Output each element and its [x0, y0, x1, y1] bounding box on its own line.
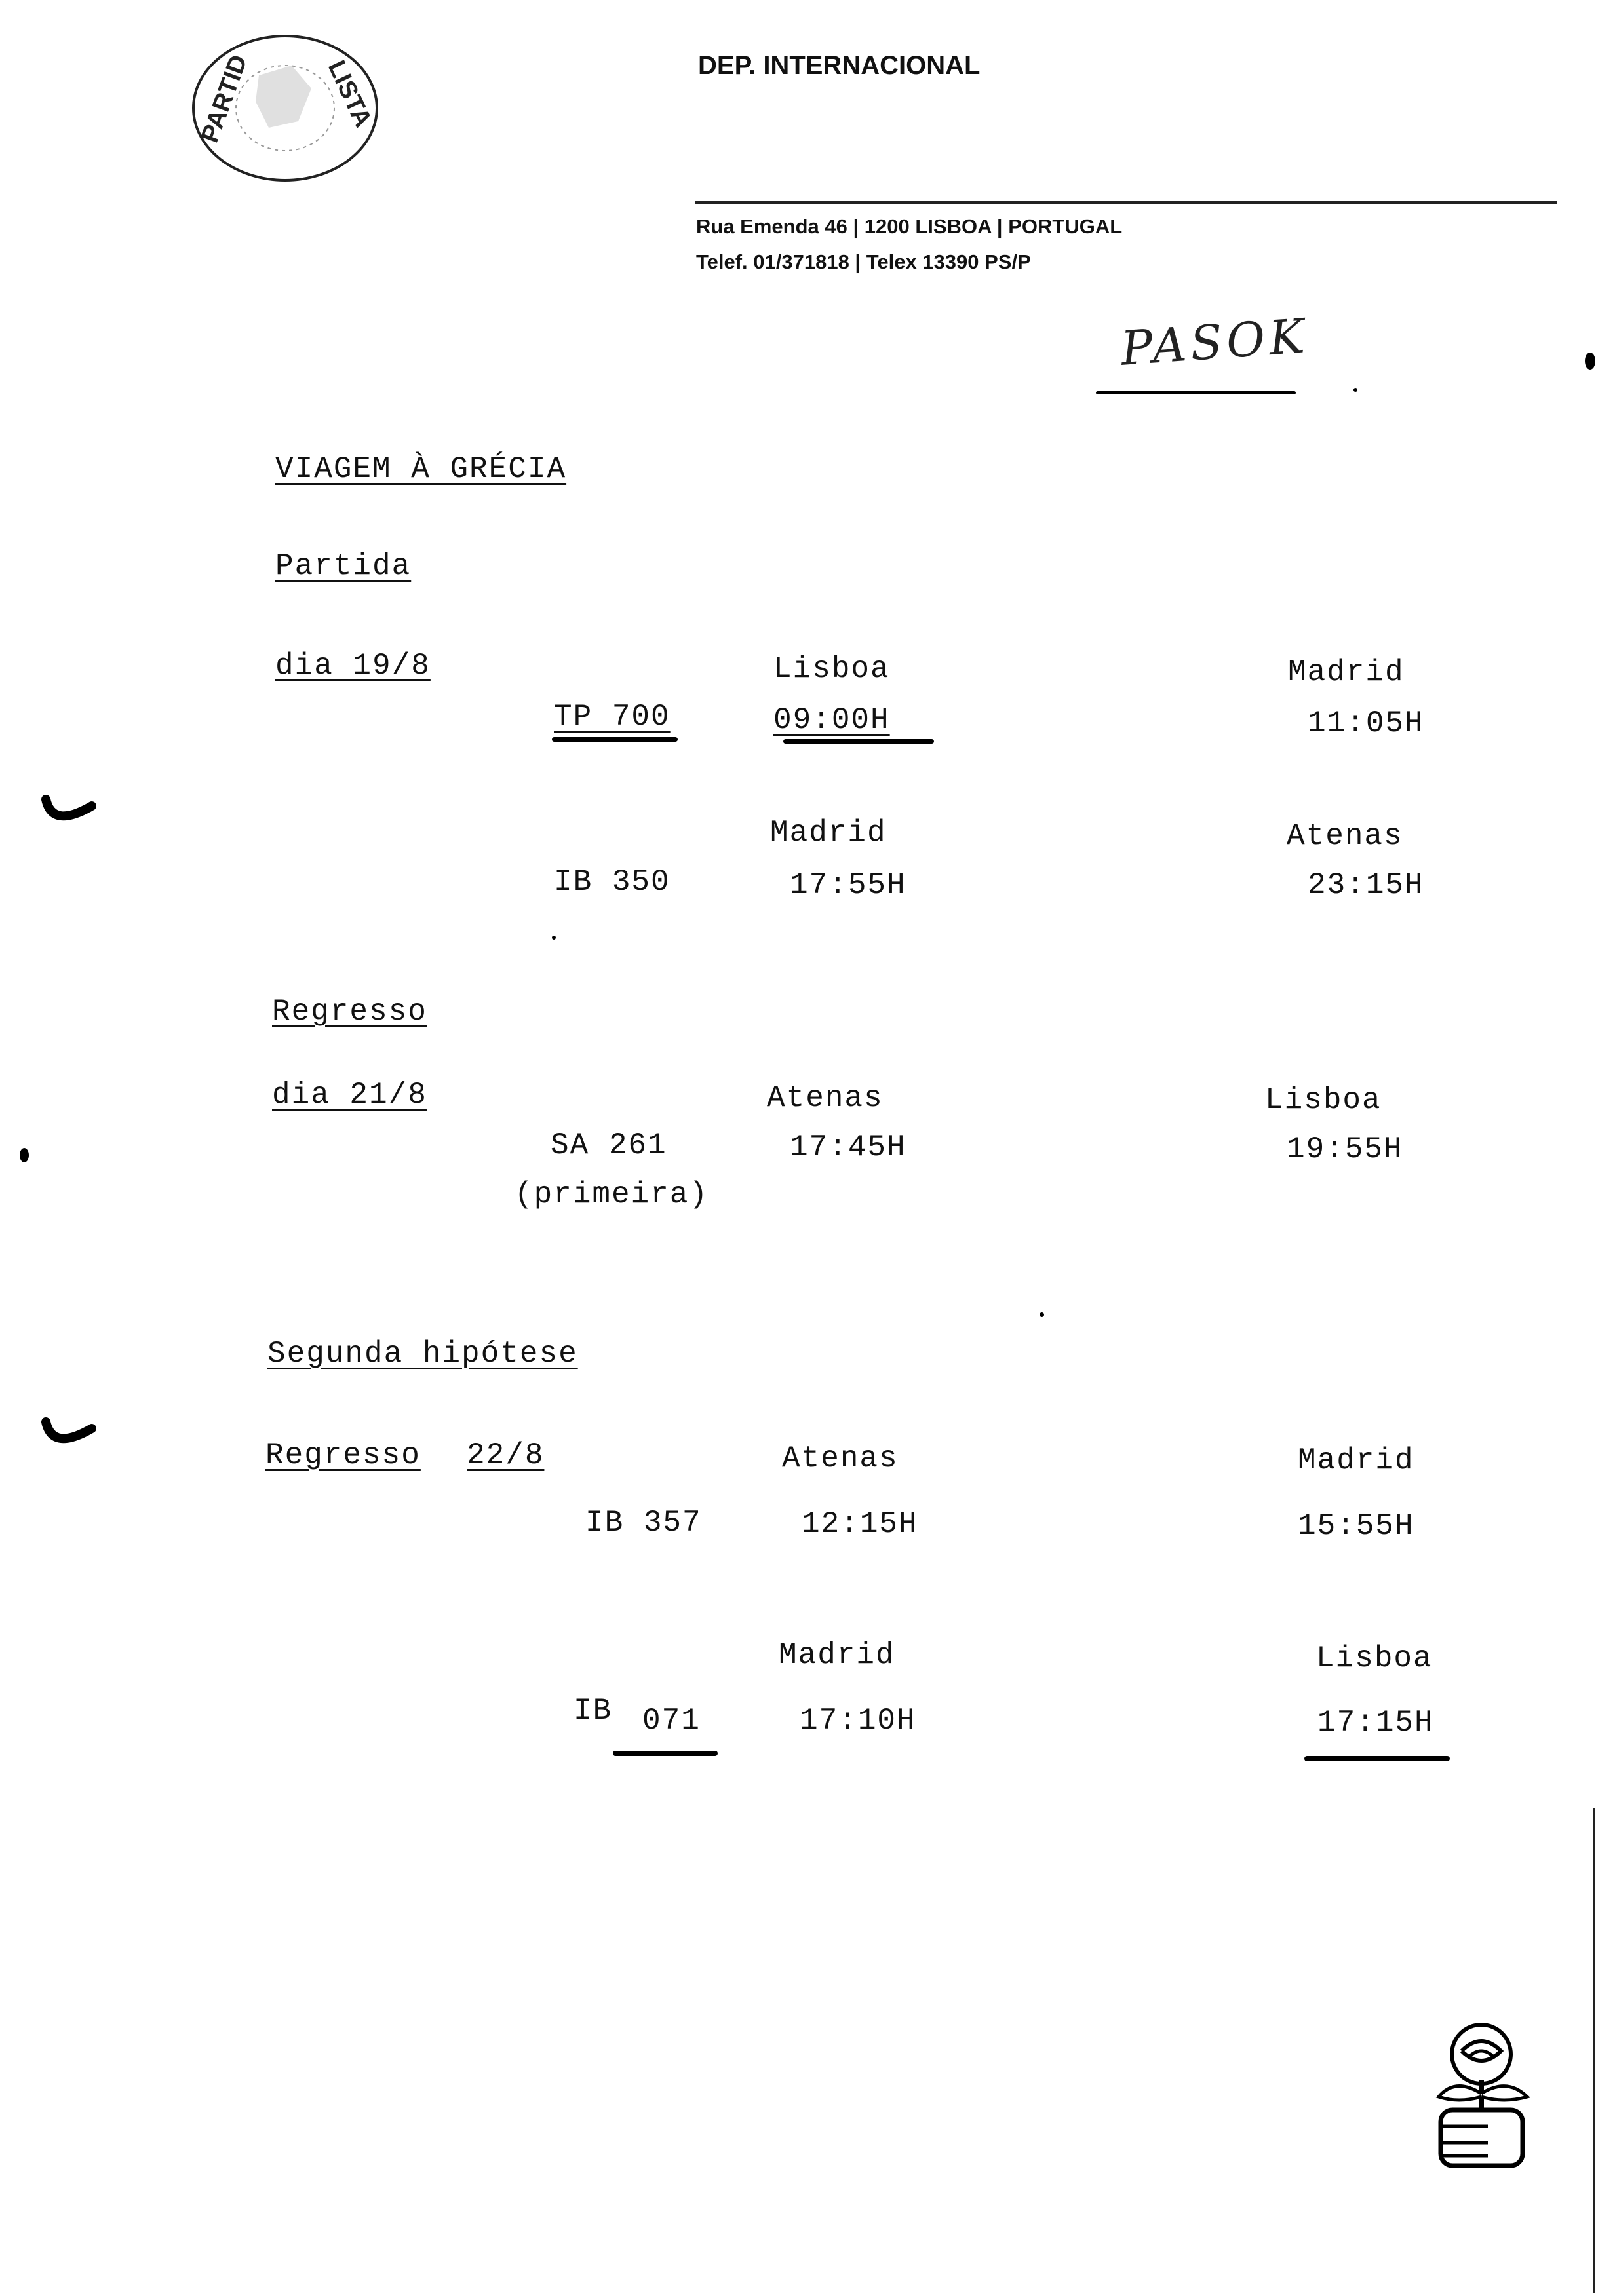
departure-leg1-flight: TP 700	[554, 700, 671, 734]
svg-text:PARTID: PARTID	[195, 51, 253, 147]
arrival-time-underline-stroke	[1304, 1756, 1450, 1761]
handwritten-underline	[1096, 391, 1296, 394]
rose-in-fist-logo	[1422, 2018, 1540, 2175]
phone-line: Telef. 01/371818 | Telex 13390 PS/P	[696, 250, 1031, 273]
return-leg1-dep-time: 17:45H	[790, 1130, 906, 1164]
address-line: Rua Emenda 46 | 1200 LISBOA | PORTUGAL	[696, 215, 1123, 238]
alternative-leg1-arr-time: 15:55H	[1298, 1509, 1414, 1543]
return-leg1-arr-time: 19:55H	[1287, 1132, 1403, 1166]
departure-leg2-from: Madrid	[770, 816, 887, 850]
departure-date: dia 19/8	[275, 649, 431, 683]
flight-underline-stroke	[552, 737, 678, 742]
departure-leg1-from: Lisboa	[773, 652, 890, 686]
alternative-return-date: 22/8	[467, 1438, 545, 1472]
scan-speck	[1040, 1312, 1044, 1317]
alternative-leg1-from: Atenas	[782, 1442, 899, 1476]
department-name: DEP. INTERNACIONAL	[698, 51, 981, 80]
scan-speck	[552, 936, 556, 940]
scan-speck	[20, 1148, 29, 1162]
letterhead-rule	[695, 201, 1557, 204]
alternative-leg2-from: Madrid	[779, 1638, 895, 1672]
flight-number-underline-stroke	[613, 1751, 718, 1756]
scan-speck	[1353, 388, 1357, 392]
departure-heading: Partida	[275, 549, 412, 583]
return-date: dia 21/8	[272, 1078, 427, 1112]
departure-leg2-arr-time: 23:15H	[1308, 868, 1424, 902]
scan-edge-line	[1593, 1808, 1595, 2293]
alternative-leg2-flight-prefix: IB	[574, 1694, 613, 1728]
alternative-leg2-arr-time: 17:15H	[1317, 1706, 1434, 1740]
departure-leg1-dep-time: 09:00H	[773, 703, 890, 737]
party-seal-stamp	[187, 29, 383, 187]
departure-leg2-to: Atenas	[1287, 819, 1403, 853]
departure-leg2-dep-time: 17:55H	[790, 868, 906, 902]
binder-hole-mark	[36, 1409, 102, 1461]
return-leg1-flight: SA 261	[551, 1128, 667, 1162]
alternative-leg1-to: Madrid	[1298, 1444, 1414, 1478]
alternative-leg2-flight-number: 071	[642, 1704, 701, 1738]
departure-leg2-flight: IB 350	[554, 865, 671, 899]
alternative-leg2-dep-time: 17:10H	[800, 1704, 916, 1738]
page-title: VIAGEM À GRÉCIA	[275, 452, 567, 486]
binder-hole-mark	[36, 786, 102, 839]
scan-speck	[1585, 353, 1595, 370]
return-heading: Regresso	[272, 995, 427, 1029]
alternative-return-label: Regresso	[265, 1438, 421, 1472]
return-leg1-class-note: (primeira)	[515, 1177, 709, 1212]
time-underline-stroke	[783, 739, 934, 744]
svg-text:LISTA: LISTA	[322, 56, 378, 132]
departure-leg1-to: Madrid	[1288, 655, 1405, 689]
alternative-leg2-to: Lisboa	[1316, 1641, 1433, 1675]
handwritten-note: PASOK	[1119, 308, 1310, 376]
return-leg1-from: Atenas	[767, 1081, 884, 1115]
departure-leg1-arr-time: 11:05H	[1308, 706, 1424, 740]
alternative-leg1-dep-time: 12:15H	[802, 1507, 918, 1541]
return-leg1-to: Lisboa	[1265, 1083, 1382, 1117]
alternative-heading: Segunda hipótese	[267, 1337, 578, 1371]
alternative-leg1-flight: IB 357	[585, 1506, 702, 1540]
